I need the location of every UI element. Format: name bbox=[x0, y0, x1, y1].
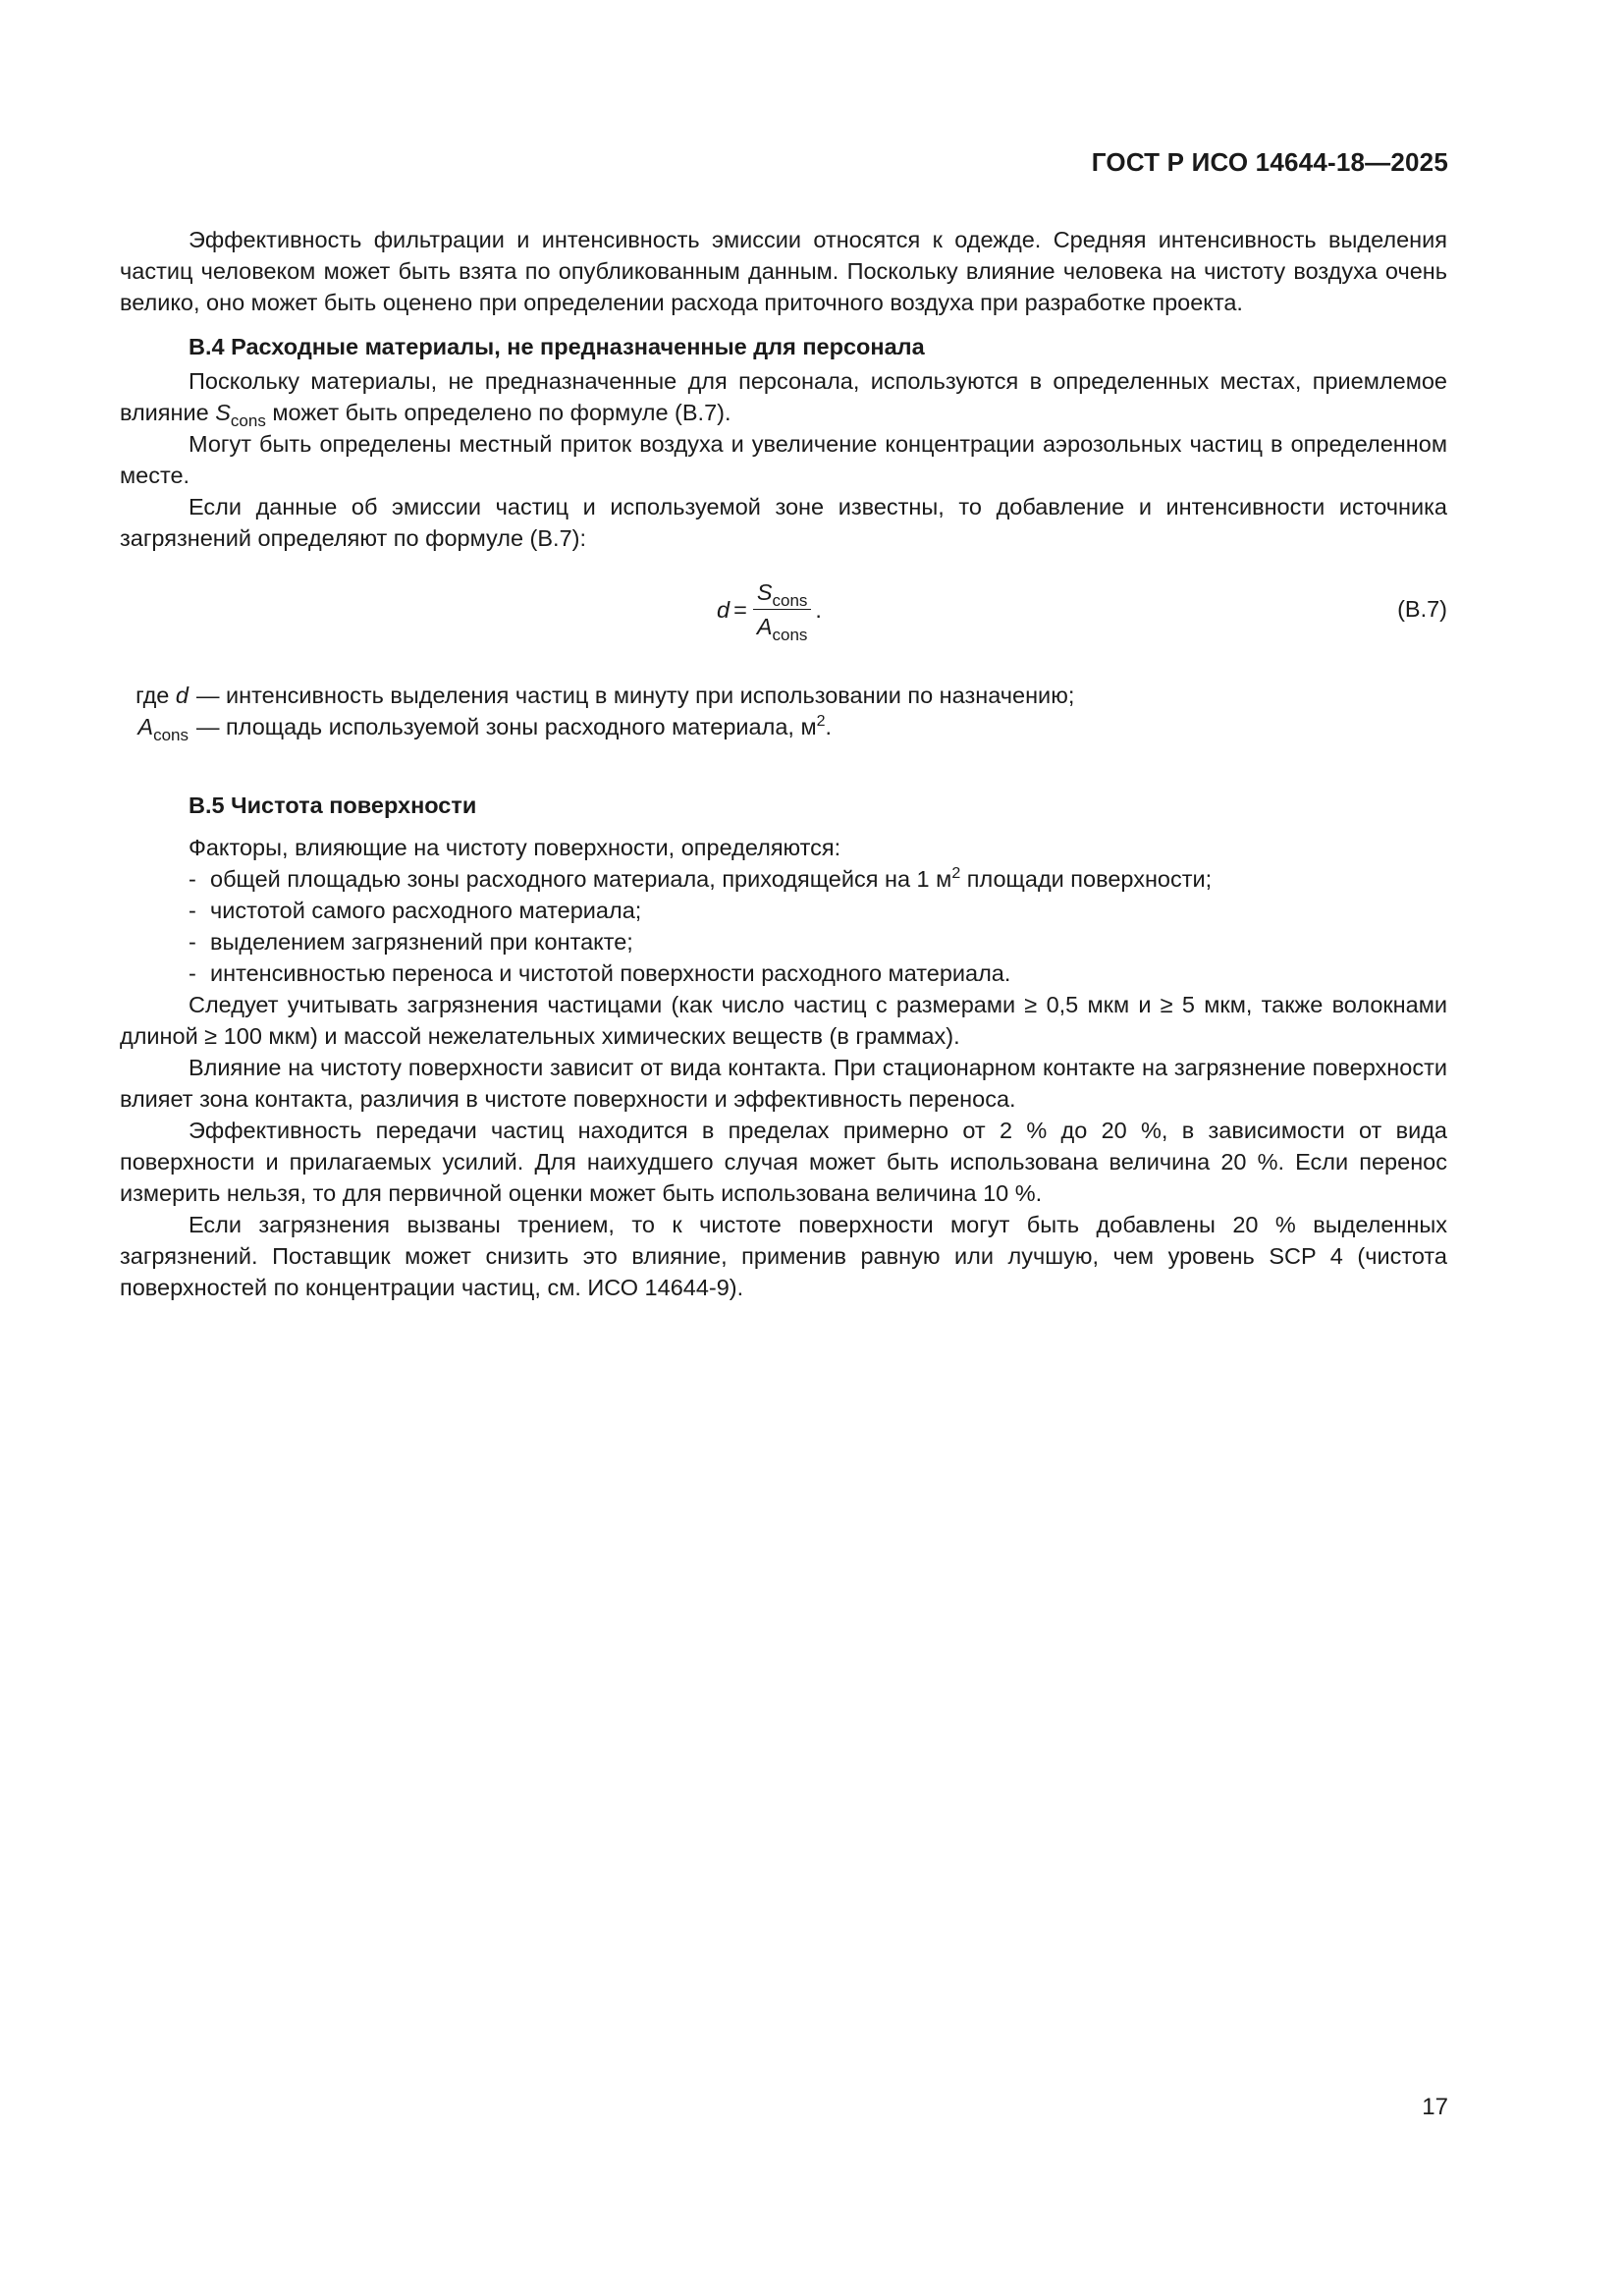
section-heading-b5: B.5 Чистота поверхности bbox=[189, 793, 477, 818]
legend-term-a bbox=[120, 711, 189, 742]
formula-expression bbox=[717, 577, 822, 644]
b5-factor-list bbox=[120, 863, 1447, 989]
numerator-symbol: S bbox=[756, 579, 773, 605]
list-dash: - bbox=[189, 929, 196, 955]
numerator-subscript: cons bbox=[772, 591, 808, 610]
list-item bbox=[189, 926, 1447, 957]
legend-term-d bbox=[120, 680, 189, 711]
section-heading-b4: B.4 Расходные материалы, не предназначенные для персонала bbox=[189, 334, 925, 359]
list-item bbox=[189, 957, 1447, 989]
b4-paragraph-2: Могут быть определены местный приток воздуха и увеличение концентрации аэрозольных частиц в определенном месте. bbox=[120, 431, 1447, 488]
list-dash: - bbox=[189, 960, 196, 986]
legend-symbol-d: d bbox=[175, 683, 189, 708]
legend-symbol-a-subscript: cons bbox=[153, 726, 189, 744]
list-item-0-sup: 2 bbox=[951, 865, 961, 882]
legend-definition-d: — интенсивность выделения частиц в минуту при использовании по назначению; bbox=[196, 683, 1075, 708]
symbol-s-subscript: cons bbox=[230, 411, 266, 430]
legend-lead-word: где bbox=[135, 683, 170, 708]
page-number: 17 bbox=[1422, 2094, 1448, 2120]
formula-equals: = bbox=[733, 596, 747, 623]
symbol-s: S bbox=[215, 400, 231, 425]
legend-row-a bbox=[120, 711, 1447, 742]
list-item-text bbox=[210, 863, 1212, 895]
formula-trailing-period: . bbox=[815, 596, 822, 623]
formula-denominator bbox=[753, 610, 812, 644]
list-item-0-tail: площади поверхности; bbox=[960, 866, 1213, 892]
list-item-1-text: чистотой самого расходного материала; bbox=[210, 898, 642, 923]
list-dash: - bbox=[189, 866, 196, 892]
legend-definition-a-sup: 2 bbox=[816, 713, 826, 730]
list-item bbox=[189, 863, 1447, 895]
list-dash: - bbox=[189, 898, 196, 923]
b4-paragraph-1 bbox=[120, 365, 1447, 428]
equation-number: (B.7) bbox=[1397, 596, 1447, 622]
list-item-3-text: интенсивностью переноса и чистотой поверхности расходного материала. bbox=[210, 960, 1011, 986]
list-item bbox=[189, 895, 1447, 926]
document-code-header: ГОСТ Р ИСО 14644-18—2025 bbox=[1091, 147, 1448, 177]
b5-paragraph-4: Если загрязнения вызваны трением, то к чистоте поверхности могут быть добавлены 20 % выделенных загрязнений. Поставщик может снизить это влияние, применив равную или лучшую, чем уровень SCP 4 (чистота поверхностей по концентрации частиц, см. ИСО 14644-9). bbox=[120, 1212, 1447, 1300]
b4-p1-before: Поскольку материалы, не предназначенные для персонала, используются в определенных местах, приемлемое влияние bbox=[120, 368, 1447, 425]
denominator-symbol: A bbox=[756, 614, 773, 639]
formula-legend bbox=[120, 680, 1447, 742]
legend-definition-a bbox=[196, 711, 832, 742]
formula-numerator bbox=[753, 577, 812, 610]
intro-paragraph: Эффективность фильтрации и интенсивность эмиссии относятся к одежде. Средняя интенсивность выделения частиц человеком может быть взята по опубликованным данным. Поскольку влияние человека на чистоту воздуха очень велико, оно может быть оценено при определении расхода приточного воздуха при разработке проекта. bbox=[120, 227, 1447, 315]
formula-lhs: d bbox=[717, 596, 730, 623]
list-item-2-text: выделением загрязнений при контакте; bbox=[210, 929, 633, 955]
list-item-0-text: общей площадью зоны расходного материала, приходящейся на 1 м bbox=[210, 866, 952, 892]
page-body bbox=[120, 224, 1447, 1303]
b5-paragraph-2: Влияние на чистоту поверхности зависит от вида контакта. При стационарном контакте на загрязнение поверхности влияет зона контакта, различия в чистоте поверхности и эффективность переноса. bbox=[120, 1055, 1447, 1112]
b5-paragraph-3: Эффективность передачи частиц находится в пределах примерно от 2 % до 20 %, в зависимости от вида поверхности и прилагаемых усилий. Для наихудшего случая может быть использована величина 20 %. Если перенос измерить нельзя, то для первичной оценки может быть использована величина 10 %. bbox=[120, 1118, 1447, 1206]
denominator-subscript: cons bbox=[772, 626, 808, 644]
legend-row-d bbox=[120, 680, 1447, 711]
b4-p1-after: может быть определено по формуле (B.7). bbox=[265, 400, 731, 425]
legend-symbol-a: A bbox=[137, 714, 154, 739]
legend-definition-a-end: . bbox=[825, 714, 833, 739]
formula-fraction bbox=[753, 577, 812, 644]
b5-paragraph-1: Следует учитывать загрязнения частицами (как число частиц с размерами ≥ 0,5 мкм и ≥ 5 мкм, также волокнами длиной ≥ 100 мкм) и массой нежелательных химических веществ (в граммах). bbox=[120, 992, 1447, 1049]
legend-definition-a-text: — площадь используемой зоны расходного материала, м bbox=[196, 714, 817, 739]
b4-paragraph-3: Если данные об эмиссии частиц и используемой зоне известны, то добавление и интенсивности источника загрязнений определяют по формуле (B.7): bbox=[120, 494, 1447, 551]
formula-b7 bbox=[120, 572, 1447, 656]
b5-intro: Факторы, влияющие на чистоту поверхности, определяются: bbox=[189, 835, 841, 860]
